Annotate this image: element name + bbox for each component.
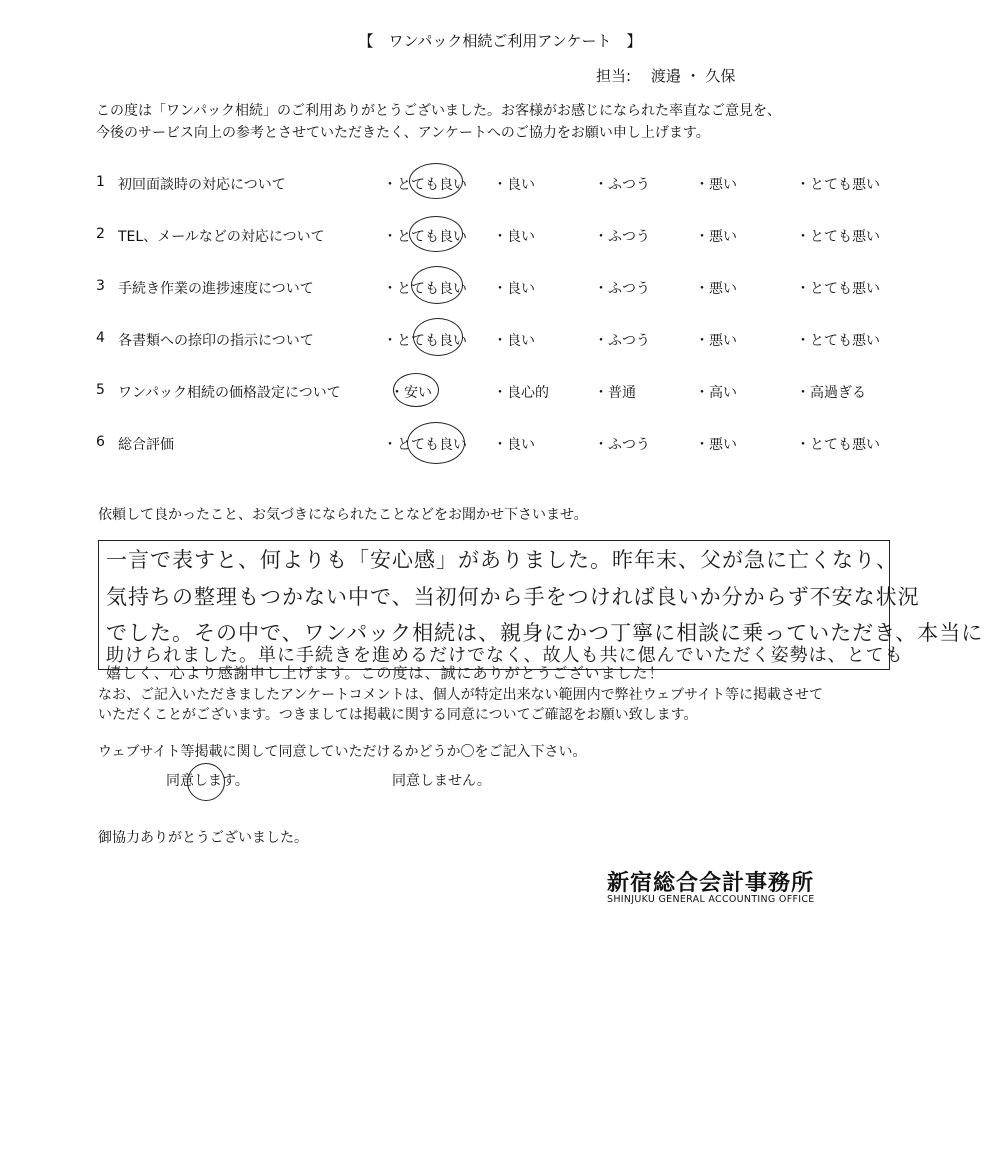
question-number: 5 <box>96 382 105 398</box>
handwritten-comment-line: 一言で表すと、何よりも「安心感」がありました。昨年末、父が急に亡くなり、 <box>106 548 898 572</box>
rating-option[interactable]: ・良い <box>493 437 535 453</box>
rating-option[interactable]: ・ふつう <box>594 437 650 453</box>
rating-option[interactable]: ・ふつう <box>594 229 650 245</box>
rating-option[interactable]: ・とても良い <box>383 437 467 453</box>
question-number: 1 <box>96 174 105 190</box>
question-number: 3 <box>96 278 105 294</box>
rating-option[interactable]: ・良い <box>493 281 535 297</box>
selection-circle <box>187 763 225 801</box>
notice-line-2: いただくことがございます。つきましては掲載に関する同意についてご確認をお願い致します。 <box>98 707 698 723</box>
rating-option[interactable]: ・高い <box>695 385 737 401</box>
rating-option[interactable]: ・安い <box>390 385 432 401</box>
rating-option[interactable]: ・良い <box>493 177 535 193</box>
question-number: 4 <box>96 330 105 346</box>
rating-option[interactable]: ・悪い <box>695 281 737 297</box>
rating-option[interactable]: ・とても悪い <box>796 177 880 193</box>
rating-option[interactable]: ・ふつう <box>594 333 650 349</box>
rating-option[interactable]: ・とても悪い <box>796 281 880 297</box>
handwritten-comment-line: 助けられました。単に手続きを進めるだけでなく、故人も共に偲んでいただく姿勢は、とても <box>106 645 904 666</box>
survey-title: 【 ワンパック相続ご利用アンケート 】 <box>358 32 642 50</box>
selection-circle <box>409 216 463 252</box>
rating-option[interactable]: ・ふつう <box>594 177 650 193</box>
rating-option[interactable]: ・良い <box>493 333 535 349</box>
question-text: 総合評価 <box>118 437 174 453</box>
selection-circle <box>413 318 463 356</box>
rating-option[interactable]: ・悪い <box>695 229 737 245</box>
firm-logo-english: SHINJUKU GENERAL ACCOUNTING OFFICE <box>607 894 815 905</box>
question-text: 初回面談時の対応について <box>118 177 286 193</box>
rating-option[interactable]: ・良心的 <box>493 385 549 401</box>
rating-option[interactable]: ・高過ぎる <box>796 385 866 401</box>
notice-line-1: なお、ご記入いただきましたアンケートコメントは、個人が特定出来ない範囲内で弊社ウェブサイト等に掲載させて <box>98 687 824 703</box>
handwritten-comment-line: 気持ちの整理もつかない中で、当初何から手をつければ良いか分からず不安な状況 <box>106 585 920 609</box>
rating-option[interactable]: ・普通 <box>594 385 636 401</box>
intro-line-1: この度は「ワンパック相続」のご利用ありがとうございました。お客様がお感じになられた率直なご意見を、 <box>96 103 782 119</box>
consent-disagree-option[interactable]: 同意しません。 <box>392 773 491 789</box>
rating-option[interactable]: ・良い <box>493 229 535 245</box>
question-text: 手続き作業の進捗速度について <box>118 281 314 297</box>
rating-option[interactable]: ・とても悪い <box>796 229 880 245</box>
selection-circle <box>393 373 439 407</box>
selection-circle <box>411 266 463 304</box>
selection-circle <box>407 422 465 464</box>
question-text: ワンパック相続の価格設定について <box>118 385 341 401</box>
question-number: 6 <box>96 434 105 450</box>
firm-logo-name: 新宿総合会計事務所 <box>607 871 815 896</box>
rating-option[interactable]: ・とても悪い <box>796 437 880 453</box>
consent-question: ウェブサイト等掲載に関して同意していただけるかどうか〇をご記入下さい。 <box>98 744 587 760</box>
rating-option[interactable]: ・ふつう <box>594 281 650 297</box>
handwritten-comment-line: でした。その中で、ワンパック相続は、親身にかつ丁寧に相談に乗っていただき、本当に <box>106 621 984 645</box>
question-number: 2 <box>96 226 105 242</box>
consent-agree-option[interactable]: 同意します。 <box>166 773 249 789</box>
rating-option[interactable]: ・とても良い <box>383 333 467 349</box>
rating-option[interactable]: ・悪い <box>695 177 737 193</box>
question-text: 各書類への捺印の指示について <box>118 333 314 349</box>
intro-line-2: 今後のサービス向上の参考とさせていただきたく、アンケートへのご協力をお願い申し上げます。 <box>96 125 710 141</box>
rating-option[interactable]: ・悪い <box>695 333 737 349</box>
staff-in-charge: 担当: 渡邉 ・ 久保 <box>596 67 736 85</box>
handwritten-comment-line: 嬉しく、心より感謝申し上げます。この度は、誠にありがとうございました！ <box>106 664 665 682</box>
rating-option[interactable]: ・悪い <box>695 437 737 453</box>
selection-circle <box>409 163 463 199</box>
comment-prompt: 依頼して良かったこと、お気づきになられたことなどをお聞かせ下さいませ。 <box>98 507 588 523</box>
rating-option[interactable]: ・とても良い <box>383 177 467 193</box>
rating-option[interactable]: ・とても良い <box>383 229 467 245</box>
closing-text: 御協力ありがとうございました。 <box>98 830 308 846</box>
rating-option[interactable]: ・とても良い <box>383 281 467 297</box>
rating-option[interactable]: ・とても悪い <box>796 333 880 349</box>
question-text: TEL、メールなどの対応について <box>118 229 325 245</box>
